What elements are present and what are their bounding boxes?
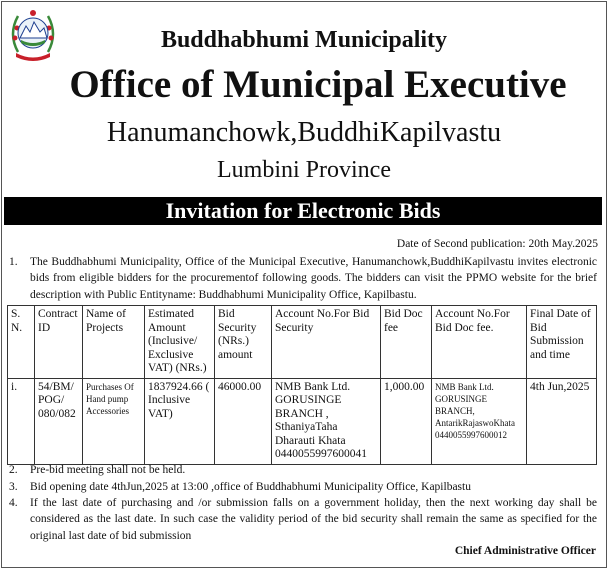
bid-table (7, 305, 597, 465)
column-header: Bid Security (NRs.) amount (215, 306, 272, 379)
cell-security-account: NMB Bank Ltd. GORUSINGE BRANCH , SthaniyaTaha Dharauti Khata 0440055997600041 (272, 378, 381, 464)
item-number: 1. (9, 256, 18, 268)
table-row (8, 378, 597, 464)
column-header: Account No.For Bid Security (272, 306, 381, 379)
column-header: Contract ID (35, 306, 83, 379)
note-text: If the last date of purchasing and /or submission falls on a government holiday, then the next working day shall be considered as the last date. In such case the validity period of the bid security shall remain the same as specified for the original last date of bid submission (30, 497, 597, 542)
cell-contract-id: 54/BM/ POG/ 080/082 (35, 378, 83, 464)
note-text: Pre-bid meeting shall not be held. (30, 464, 186, 476)
column-header: S. N. (8, 306, 35, 379)
province-name: Lumbini Province (217, 157, 391, 183)
office-address: Hanumanchowk,BuddhiKapilvastu (106, 117, 502, 148)
column-header: Final Date of Bid Submission and time (527, 306, 597, 379)
cell-sn: i. (8, 378, 35, 464)
cell-doc-fee: 1,000.00 (381, 378, 432, 464)
note-text: Bid opening date 4thJun,2025 at 13:00 ,office of Buddhabhumi Municipality Office, Kapilbastu (30, 481, 471, 493)
publication-date: Date of Second publication: 20th May.2025 (396, 238, 598, 250)
column-header: Estimated Amount (Inclusive/ Exclusive VAT) (NRs.) (145, 306, 215, 379)
municipality-name: Buddhabhumi Municipality (160, 27, 448, 53)
table-header-row (8, 306, 597, 379)
column-header: Name of Projects (83, 306, 145, 379)
item-number: 4. (9, 497, 18, 509)
cell-doc-fee-account: NMB Bank Ltd. GORUSINGE BRANCH, AntarikRajaswoKhata 0440055997600012 (432, 378, 527, 464)
cell-final-date: 4th Jun,2025 (527, 378, 597, 464)
notice-banner: Invitation for Electronic Bids (4, 197, 602, 225)
column-header: Bid Doc fee (381, 306, 432, 379)
cell-security: 46000.00 (215, 378, 272, 464)
office-title: Office of Municipal Executive (69, 63, 567, 106)
cell-project: Purchases Of Hand pump Accessories (83, 378, 145, 464)
intro-paragraph: The Buddhabhumi Municipality, Office of the Municipal Executive, Hanumanchowk,BuddhiKapilvastu invites electronic bids from eligible bidders for the procurementof following goods. The bidders can visit the PPMO website for the brief description with Public Entityname: Buddhabhumi Municipality Office, Kapilbastu. (30, 256, 597, 301)
column-header: Account No.For Bid Doc fee. (432, 306, 527, 379)
item-number: 3. (9, 481, 18, 493)
cell-amount: 1837924.66 ( Inclusive VAT) (145, 378, 215, 464)
item-number: 2. (9, 464, 18, 476)
signature: Chief Administrative Officer (454, 545, 596, 557)
